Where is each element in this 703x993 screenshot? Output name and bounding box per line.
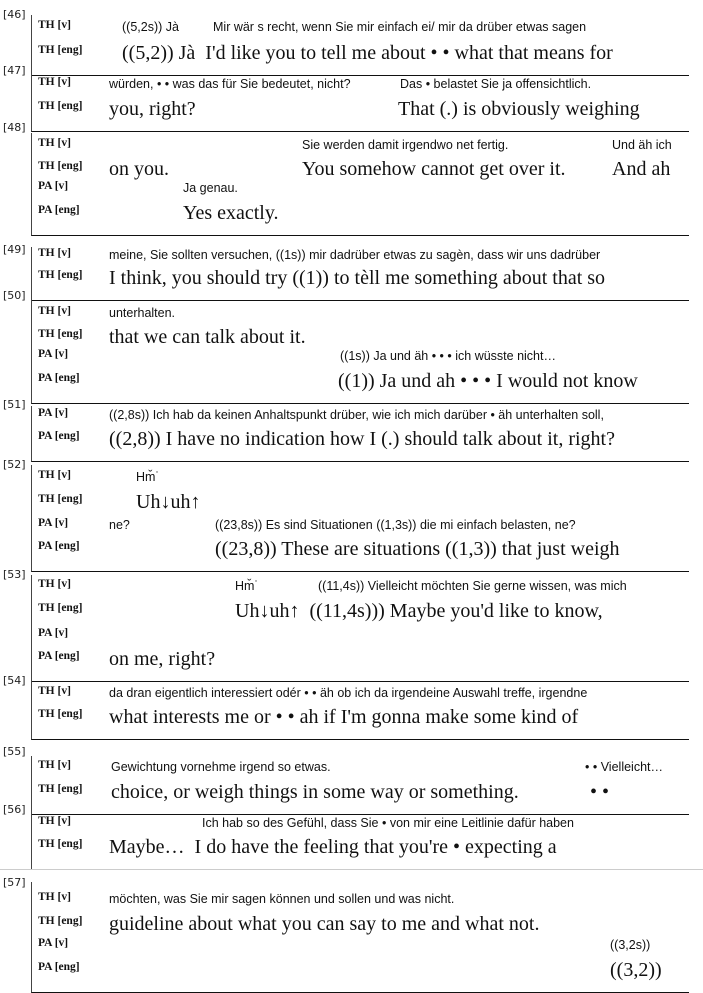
tier-label: TH [v] — [38, 305, 71, 317]
english-translation: Maybe… I do have the feeling that you're • expecting a — [109, 836, 557, 858]
english-translation: on me, right? — [109, 648, 216, 670]
tier-label: PA [eng] — [38, 430, 80, 442]
tier-label: TH [v] — [38, 815, 71, 827]
english-translation: ((23,8)) These are situations ((1,3)) that just weigh — [215, 538, 620, 560]
tier-label: PA [eng] — [38, 372, 80, 384]
verbatim-utterance: ((5,2s)) Jà — [122, 20, 179, 34]
english-translation: choice, or weigh things in some way or something. — [111, 781, 519, 803]
english-translation: Uh↓uh↑ — [136, 491, 201, 513]
page-separator — [0, 869, 703, 870]
verbatim-utterance: da dran eigentlich interessiert odér • • äh ob ich da irgendeine Auswahl treffe, irgendne — [109, 686, 588, 700]
block-number: [53] — [3, 568, 26, 581]
verbatim-utterance: Sie werden damit irgendwo net fertig. — [302, 138, 509, 152]
verbatim-utterance: möchten, was Sie mir sagen können und sollen und was nicht. — [109, 892, 455, 906]
english-translation: guideline about what you can say to me and what not. — [109, 913, 540, 935]
tier-label: PA [eng] — [38, 961, 80, 973]
block-number: [48] — [3, 121, 26, 134]
tier-label: TH [v] — [38, 247, 71, 259]
english-translation: Yes exactly. — [183, 202, 279, 224]
verbatim-utterance: Ich hab so des Gefühl, dass Sie • von mir eine Leitlinie dafür haben — [202, 816, 574, 830]
block-number: [55] — [3, 745, 26, 758]
tier-label: PA [v] — [38, 180, 69, 192]
tier-label: TH [v] — [38, 891, 71, 903]
english-translation: I think, you should try ((1)) to tèll me something about that so — [109, 267, 606, 289]
block-number: [46] — [3, 8, 26, 21]
tier-label: TH [eng] — [38, 708, 83, 720]
english-translation: what interests me or • • ah if I'm gonna make some kind of — [109, 706, 579, 728]
verbatim-utterance: Hm̌˙ — [136, 470, 160, 484]
verbatim-utterance: ne? — [109, 518, 130, 532]
english-translation: ((1)) Ja und ah • • • I would not know — [338, 370, 638, 392]
english-translation: And ah — [612, 158, 671, 180]
verbatim-utterance: ((3,2s)) — [610, 938, 651, 952]
tier-label: TH [eng] — [38, 602, 83, 614]
tier-label: TH [eng] — [38, 915, 83, 927]
tier-label: TH [eng] — [38, 160, 83, 172]
verbatim-utterance: Das • belastet Sie ja offensichtlich. — [400, 77, 592, 91]
verbatim-utterance: unterhalten. — [109, 306, 176, 320]
english-translation: ((2,8)) I have no indication how I (.) should talk about it, right? — [109, 428, 615, 450]
english-translation: • • — [590, 781, 610, 803]
tier-label: TH [v] — [38, 19, 71, 31]
tier-label: TH [eng] — [38, 838, 83, 850]
tier-label: PA [v] — [38, 937, 69, 949]
block-number: [57] — [3, 876, 26, 889]
verbatim-utterance: ((11,4s)) Vielleicht möchten Sie gerne wissen, was mich — [318, 579, 627, 593]
english-translation: you, right? — [109, 98, 196, 120]
tier-label: PA [v] — [38, 348, 69, 360]
verbatim-utterance: ((1s)) Ja und äh • • • ich wüsste nicht… — [340, 349, 556, 363]
block-number: [50] — [3, 289, 26, 302]
verbatim-utterance: Gewichtung vornehme irgend so etwas. — [111, 760, 331, 774]
tier-label: PA [eng] — [38, 650, 80, 662]
english-translation: That (.) is obviously weighing — [398, 98, 640, 120]
block-number: [51] — [3, 398, 26, 411]
tier-label: TH [eng] — [38, 44, 83, 56]
tier-label: TH [eng] — [38, 269, 83, 281]
verbatim-utterance: ((23,8s)) Es sind Situationen ((1,3s)) die mi einfach belasten, ne? — [215, 518, 576, 532]
verbatim-utterance: • • Vielleicht… — [585, 760, 663, 774]
block-number: [47] — [3, 64, 26, 77]
tier-label: PA [eng] — [38, 204, 80, 216]
english-translation: on you. — [109, 158, 169, 180]
verbatim-utterance: meine, Sie sollten versuchen, ((1s)) mir dadrüber etwas zu sagèn, dass wir uns dadrüber — [109, 248, 601, 262]
tier-label: TH [eng] — [38, 783, 83, 795]
verbatim-utterance: ((2,8s)) Ich hab da keinen Anhaltspunkt drüber, wie ich mich darüber • äh unterhalten soll, — [109, 408, 604, 422]
tier-label: TH [v] — [38, 76, 71, 88]
tier-label: PA [v] — [38, 407, 69, 419]
block-number: [49] — [3, 243, 26, 256]
tier-label: PA [v] — [38, 627, 69, 639]
verbatim-utterance: würden, • • was das für Sie bedeutet, nicht? — [109, 77, 351, 91]
verbatim-utterance: Ja genau. — [183, 181, 238, 195]
tier-label: TH [eng] — [38, 493, 83, 505]
tier-label: PA [v] — [38, 517, 69, 529]
english-translation: that we can talk about it. — [109, 326, 306, 348]
tier-label: TH [v] — [38, 469, 71, 481]
tier-label: TH [v] — [38, 685, 71, 697]
block-number: [52] — [3, 458, 26, 471]
tier-label: TH [v] — [38, 759, 71, 771]
english-translation: Uh↓uh↑ ((11,4s))) Maybe you'd like to know, — [235, 600, 603, 622]
english-translation: ((3,2)) — [610, 959, 662, 981]
block-number: [56] — [3, 803, 26, 816]
verbatim-utterance: Mir wär s recht, wenn Sie mir einfach ei/ mir da drüber etwas sagen — [213, 20, 587, 34]
tier-label: TH [eng] — [38, 328, 83, 340]
tier-label: PA [eng] — [38, 540, 80, 552]
english-translation: ((5,2)) Jà I'd like you to tell me about • • what that means for — [122, 42, 613, 64]
tier-label: TH [v] — [38, 137, 71, 149]
verbatim-utterance: Und äh ich — [612, 138, 672, 152]
verbatim-utterance: Hm̌˙ — [235, 579, 259, 593]
tier-label: TH [v] — [38, 578, 71, 590]
english-translation: You somehow cannot get over it. — [302, 158, 566, 180]
tier-label: TH [eng] — [38, 100, 83, 112]
block-number: [54] — [3, 674, 26, 687]
